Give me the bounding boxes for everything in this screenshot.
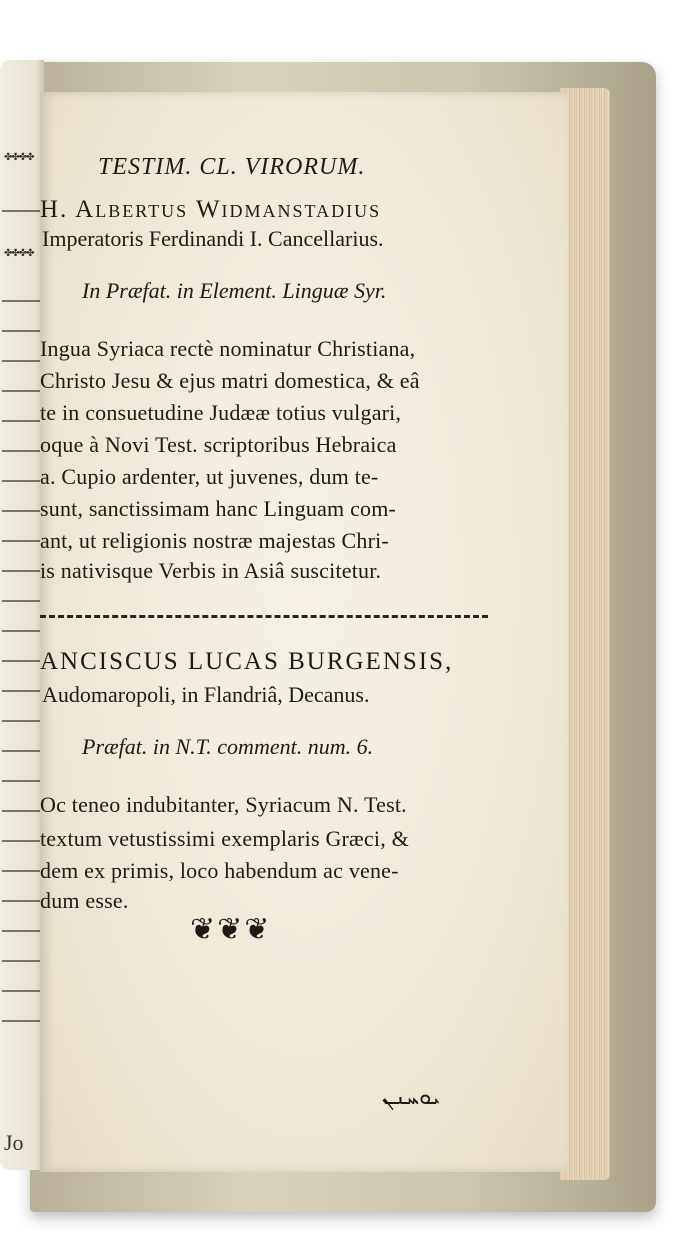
entry1-line: sunt, sanctissimam hanc Linguam com- [40,496,397,521]
entry1-line: Ingua Syriaca rectè nominatur Christiana, [40,336,416,361]
text-line [2,930,42,932]
text-line [2,450,42,452]
text-line [2,600,42,602]
entry1-source: In Præfat. in Element. Linguæ Syr. [82,278,387,303]
entry1-line: is nativisque Verbis in Asiâ suscitetur. [40,558,382,583]
text-line [2,510,42,512]
entry1-line: ant, ut religionis nostræ majestas Chri- [40,528,389,553]
text-line [2,720,42,722]
entry2-line: dum esse. [40,888,129,913]
text-line [2,810,42,812]
text-line [2,660,42,662]
left-page-folio: Jo [4,1130,24,1155]
running-head: TESTIM. CL. VIRORUM. [98,154,366,180]
text-line [2,360,42,362]
text-line [2,870,42,872]
text-line [2,750,42,752]
ornament-band: ✤✤✤✤ [4,152,34,163]
text-line [2,300,42,302]
text-line [2,990,42,992]
entry2-author: ANCISCUS LUCAS BURGENSIS, [40,648,454,675]
text-line [2,390,42,392]
entry1-line: Christo Jesu & ejus matri domestica, & eâ [40,368,420,393]
fleuron-ornament: ❦❦❦ [190,913,272,946]
entry2-line: dem ex primis, loco habendum ac vene- [40,858,399,883]
text-line [2,690,42,692]
text-line [2,780,42,782]
ornament-band: ✤✤✤✤ [4,248,34,259]
left-page-fragment [0,60,44,1170]
right-page [40,92,568,1172]
text-line [2,540,42,542]
text-line [2,570,42,572]
text-line [2,330,42,332]
section-divider [40,615,488,618]
entry2-line: textum vetustissimi exemplaris Græci, & [40,826,409,851]
text-line [2,420,42,422]
page-content [40,92,568,1172]
entry1-line: oque à Novi Test. scriptoribus Hebraica [40,432,397,457]
text-line [2,900,42,902]
entry1-line: te in consuetudine Judææ totius vulgari, [40,400,402,425]
catchword: ܝܘܚܢܢ [382,1084,441,1109]
entry2-line: Oc teneo indubitanter, Syriacum N. Test. [40,792,407,817]
entry1-title: Imperatoris Ferdinandi I. Cancellarius. [42,226,384,251]
entry2-source: Præfat. in N.T. comment. num. 6. [82,734,374,759]
text-line [2,960,42,962]
text-line [2,210,42,212]
text-line [2,630,42,632]
entry2-title: Audomaropoli, in Flandriâ, Decanus. [42,682,370,707]
text-line [2,840,42,842]
entry1-author: H. Albertus Widmanstadius [40,196,382,223]
text-line [2,1020,42,1022]
entry1-line: a. Cupio ardenter, ut juvenes, dum te- [40,464,379,489]
text-line [2,480,42,482]
